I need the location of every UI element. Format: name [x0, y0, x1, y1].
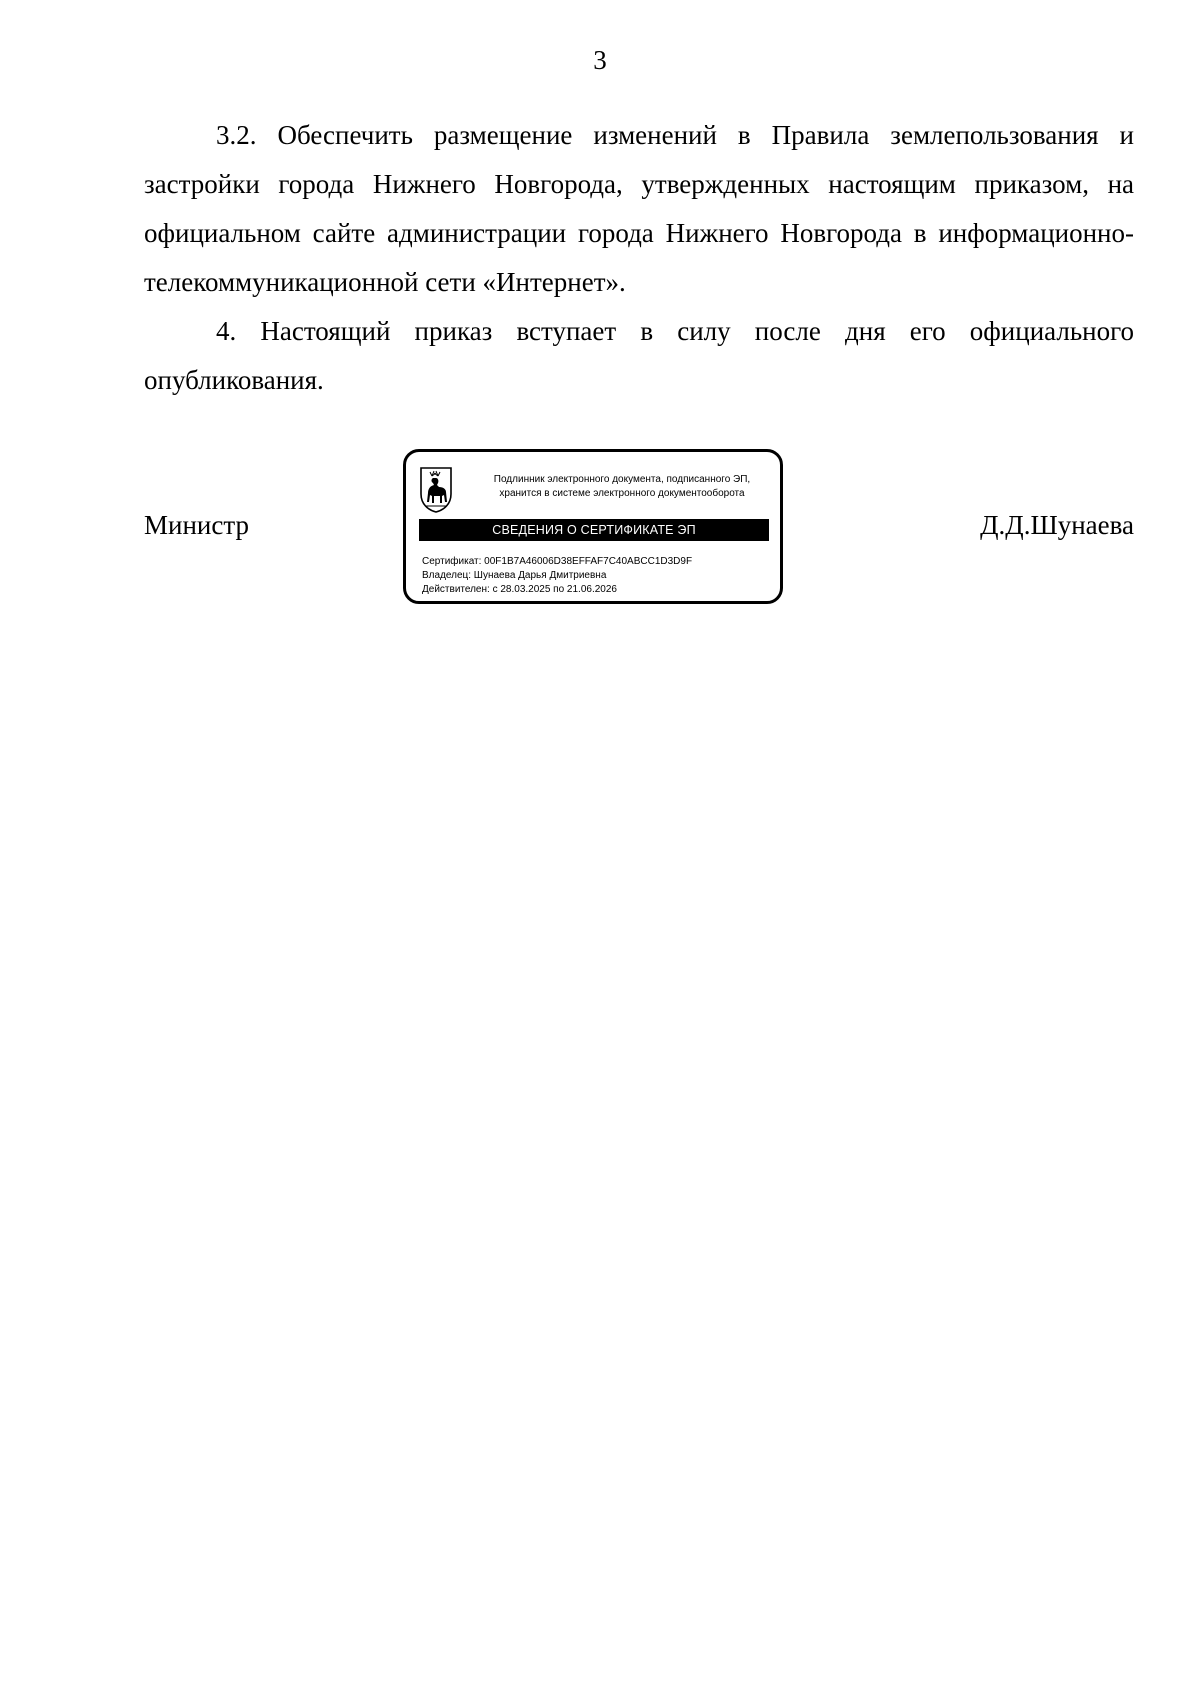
coat-of-arms-icon [418, 466, 454, 514]
signer-position: Министр [144, 510, 249, 540]
certificate-validity: Действителен: с 28.03.2025 по 21.06.2026 [422, 584, 617, 595]
signer-name: Д.Д.Шунаева [980, 510, 1134, 540]
stamp-certificate-details [422, 555, 692, 597]
certificate-owner: Владелец: Шунаева Дарья Дмитриевна [422, 570, 607, 581]
electronic-signature-stamp [403, 449, 783, 604]
page-number: 3 [593, 45, 607, 75]
stamp-certificate-title: СВЕДЕНИЯ О СЕРТИФИКАТЕ ЭП [419, 519, 769, 541]
paragraph-4: 4. Настоящий приказ вступает в силу после дня его официального опубликования. [144, 316, 1134, 395]
paragraph-3-2: 3.2. Обеспечить размещение изменений в Правила землепользования и застройки города Нижнего Новгорода, утвержденных настоящим приказом, на официальном сайте администрации города Нижнего Новгорода в информационно-телекоммуникационной сети «Интернет». [144, 120, 1134, 297]
stamp-header-line-1: Подлинник электронного документа, подписанного ЭП, [493, 474, 751, 485]
stamp-header [470, 473, 774, 501]
document-body [144, 111, 1134, 405]
stamp-header-line-2: хранится в системе электронного документооборота [499, 488, 745, 499]
certificate-number: Сертификат: 00F1B7A46006D38EFFAF7C40ABCC1D3D9F [422, 556, 693, 567]
